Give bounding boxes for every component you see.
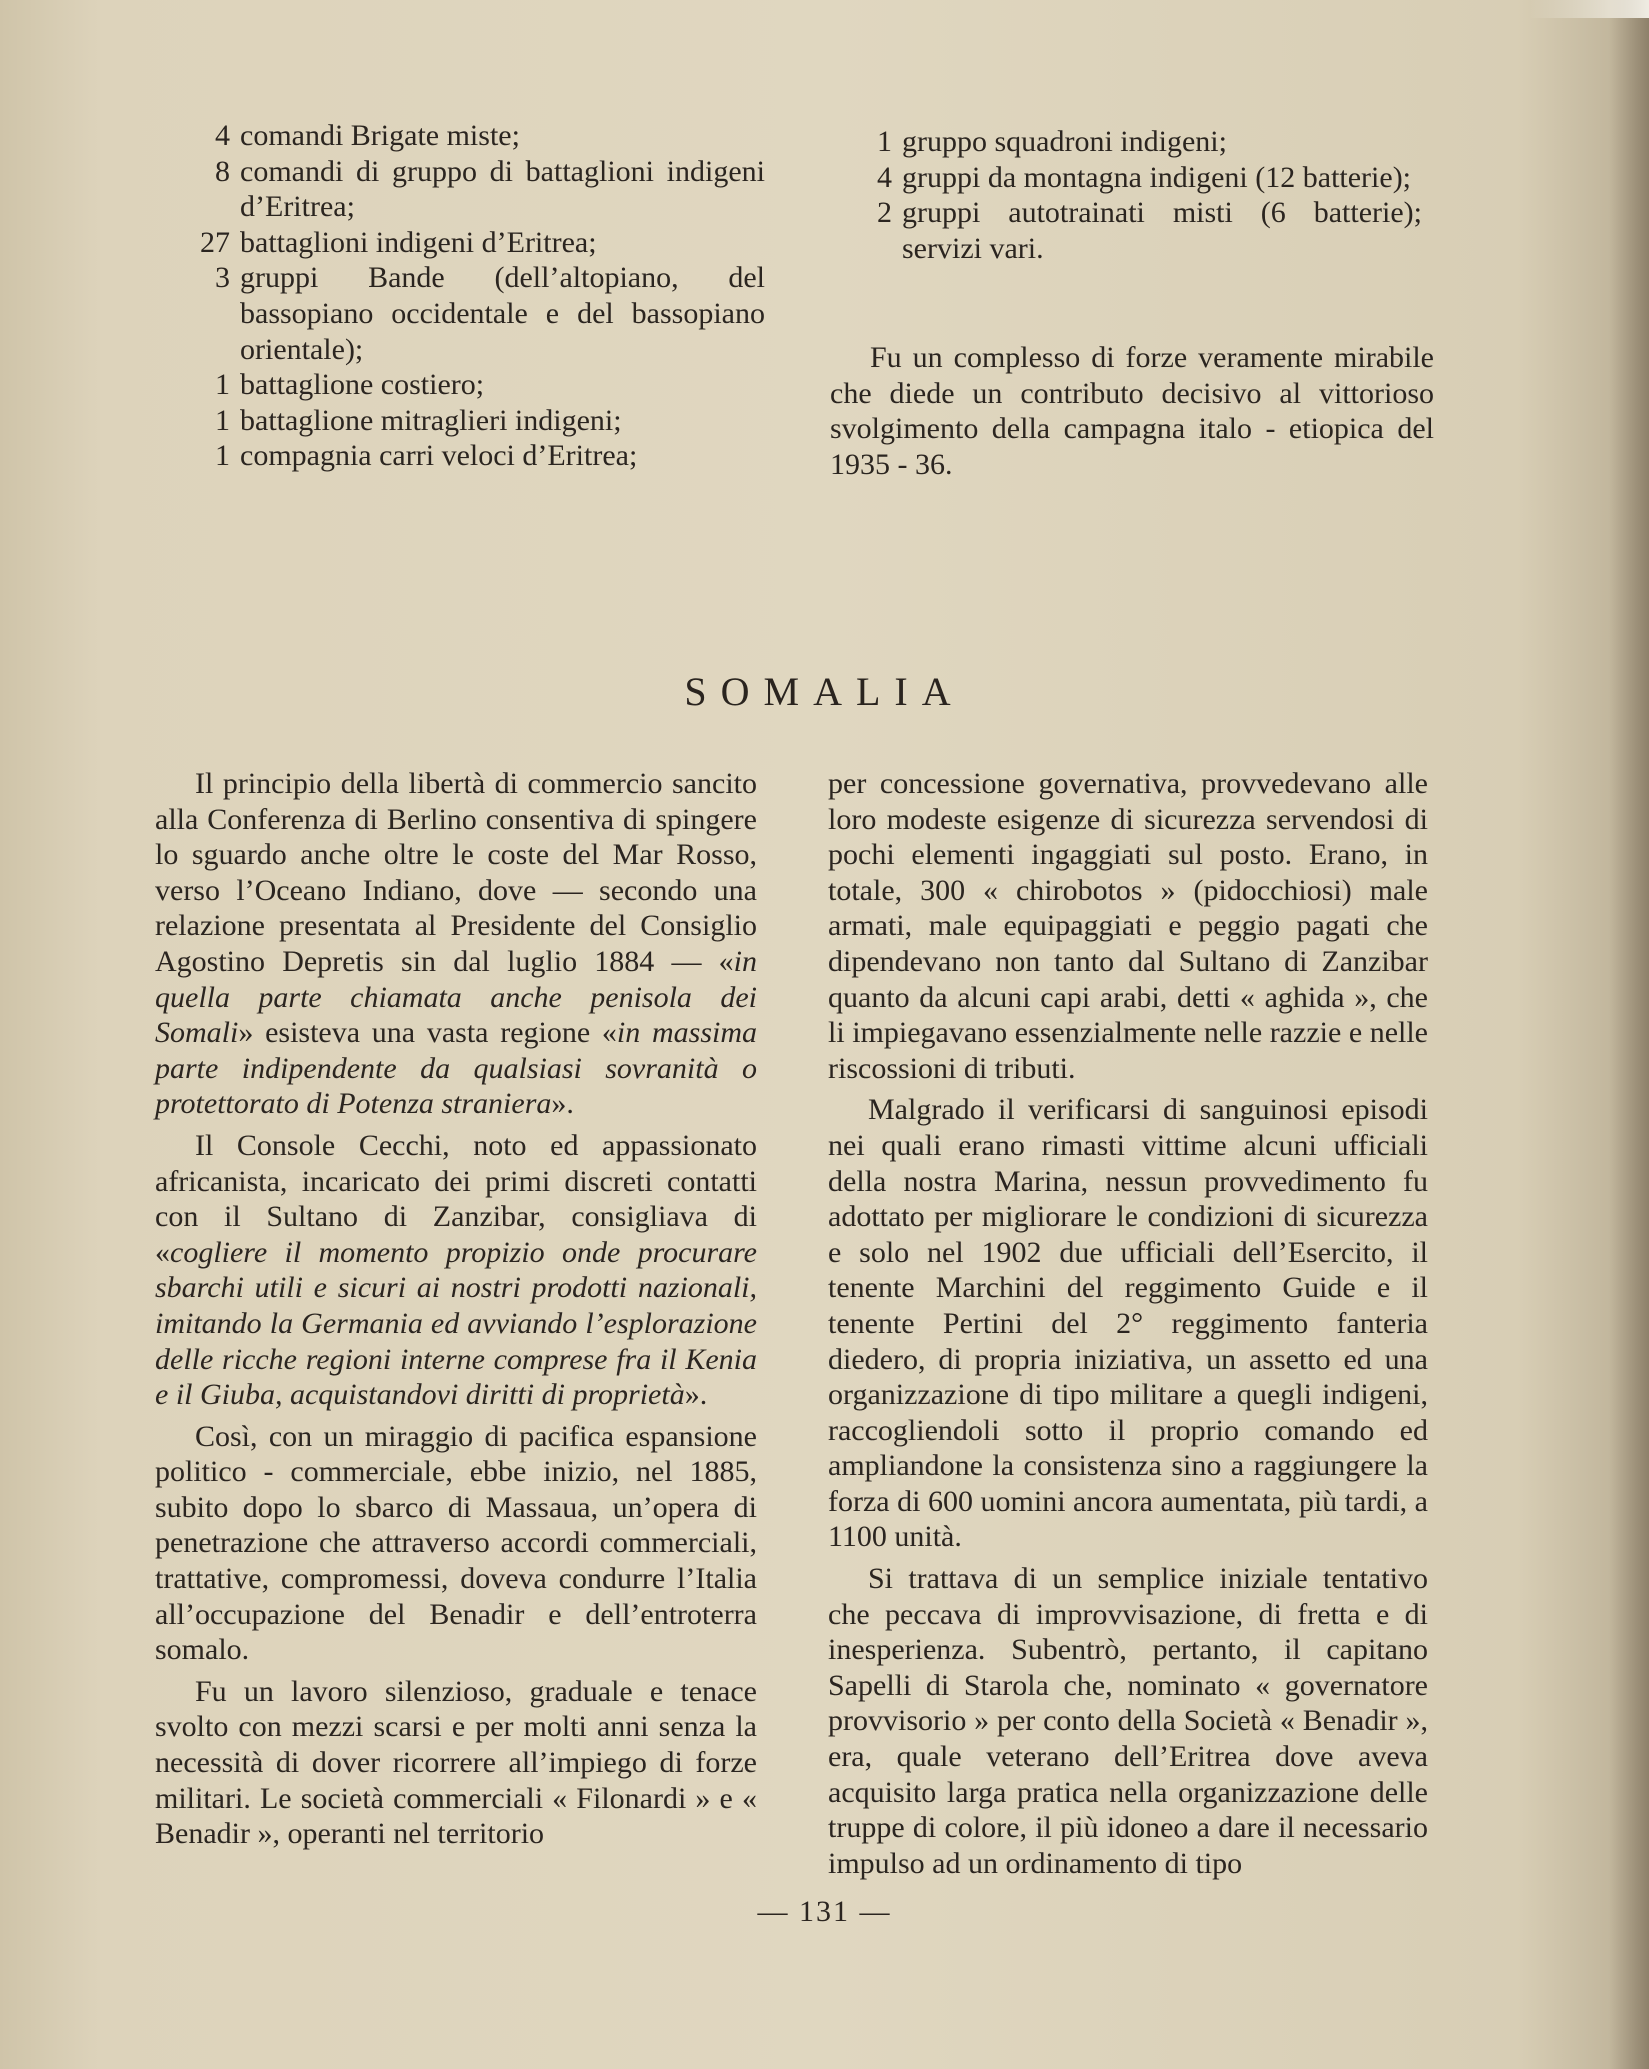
page-number: — 131 — [757, 1895, 892, 1928]
forces-list-right [862, 124, 1442, 266]
list-item: 1 gruppo squadroni indigeni; [877, 125, 1227, 158]
paragraph: Così, con un miraggio di pacifica espansione politico - commerciale, ebbe inizio, nel 1885, subito dopo lo sbarco di Massaua, un’opera di penetrazione che attraverso accordi commerciali, trattative, compromessi, doveva condurre l’Italia all’occupazione del Benadir e dell’entroterra somalo. [155, 1419, 757, 1667]
paragraph: Il Console Cecchi, noto ed appassionato africanista, incaricato dei primi discreti contatti con il Sultano di Zanzibar, consigliava di «cogliere il momento propizio onde procurare sbarchi utili e sicuri ai nostri prodotti nazionali, imitando la Germania ed avviando l’esplorazione delle ricche regioni interne comprese fra il Kenia e il Giuba, acquistandovi diritti di proprietà». [155, 1128, 757, 1412]
paragraph: per concessione governativa, provvedevano alle loro modeste esigenze di sicurezza servendosi di pochi elementi ingaggiati sul posto. Erano, in totale, 300 « chirobotos » (pidocchiosi) male armati, male equipaggiati e peggio pagati che dipendevano non tanto dal Sultano di Zanzibar quanto da alcuni capi arabi, detti « aghida », che li impiegavano essenzialmente nelle razzie e nelle riscossioni di tributi. [828, 767, 1428, 1085]
forces-list-left [192, 118, 777, 474]
list-item: 8 comandi di gruppo di battaglioni indigeni d’Eritrea; [215, 154, 765, 224]
page-corner-highlight [1529, 0, 1649, 18]
list-item: 27 battaglioni indigeni d’Eritrea; [200, 225, 597, 259]
list-item: 3 gruppi Bande (dell’altopiano, del bassopiano occidentale e del bassopiano orientale); [215, 261, 765, 366]
right-column [828, 766, 1428, 1887]
list-item: 4 gruppi da montagna indigeni (12 batterie); [877, 160, 1412, 194]
paragraph: Fu un lavoro silenzioso, graduale e tenace svolto con mezzi scarsi e per molti anni senza la necessità di dover ricorrere all’impiego di forze militari. Le società commerciali « Filonardi » e « Benadir », operanti nel territorio [155, 1674, 757, 1851]
paragraph: Malgrado il verificarsi di sanguinosi episodi nei quali erano rimasti vittime alcuni ufficiali della nostra Marina, nessun provvedimento fu adottato per migliorare le condizioni di sicurezza e solo nel 1902 due ufficiali dell’Esercito, il tenente Marchini del reggimento Guide e il tenente Pertini del 2° reggimento fanteria diedero, di propria iniziativa, un assetto ed una organizzazione di tipo militare a quegli indigeni, raccogliendoli sotto il proprio comando ed ampliandone la consistenza sino a raggiungere la forza di 600 uomini ancora aumentata, più tardi, a 1100 unità. [828, 1093, 1428, 1554]
list-item: 2 gruppi autotrainati misti (6 batterie); servizi vari. [877, 196, 1422, 265]
summary-paragraph: Fu un complesso di forze veramente mirabile che diede un contributo decisivo al vittorioso svolgimento della campagna italo - etiopica del 1935 - 36. [830, 341, 1434, 481]
list-item: 1 battaglione mitraglieri indigeni; [215, 403, 622, 437]
list-item: 1 battaglione costiero; [215, 368, 485, 402]
paragraph: Si trattava di un semplice iniziale tentativo che peccava di improvvisazione, di fretta e di inesperienza. Subentrò, pertanto, il capitano Sapelli di Starola che, nominato « governatore provvisorio » per conto della Società « Benadir », era, quale veterano dell’Eritrea dove aveva acquisito larga pratica nella organizzazione delle truppe di colore, il più idoneo a dare il necessario impulso ad un ordinamento di tipo [828, 1562, 1428, 1880]
page-edge-shadow [1609, 0, 1649, 2069]
paragraph: Il principio della libertà di commercio sancito alla Conferenza di Berlino consentiva di spingere lo sguardo anche oltre le coste del Mar Rosso, verso l’Oceano Indiano, dove — secondo una relazione presentata al Presidente del Consiglio Agostino Depretis sin dal luglio 1884 — «in quella parte chiamata anche penisola dei Somali» esisteva una vasta regione «in massima parte indipendente da qualsiasi sovranità o protettorato di Potenza straniera». [155, 767, 757, 1121]
list-item: 4 comandi Brigate miste; [215, 119, 520, 152]
left-column [155, 766, 757, 1858]
section-title: SOMALIA [684, 669, 965, 714]
list-item: 1 compagnia carri veloci d’Eritrea; [215, 439, 638, 473]
